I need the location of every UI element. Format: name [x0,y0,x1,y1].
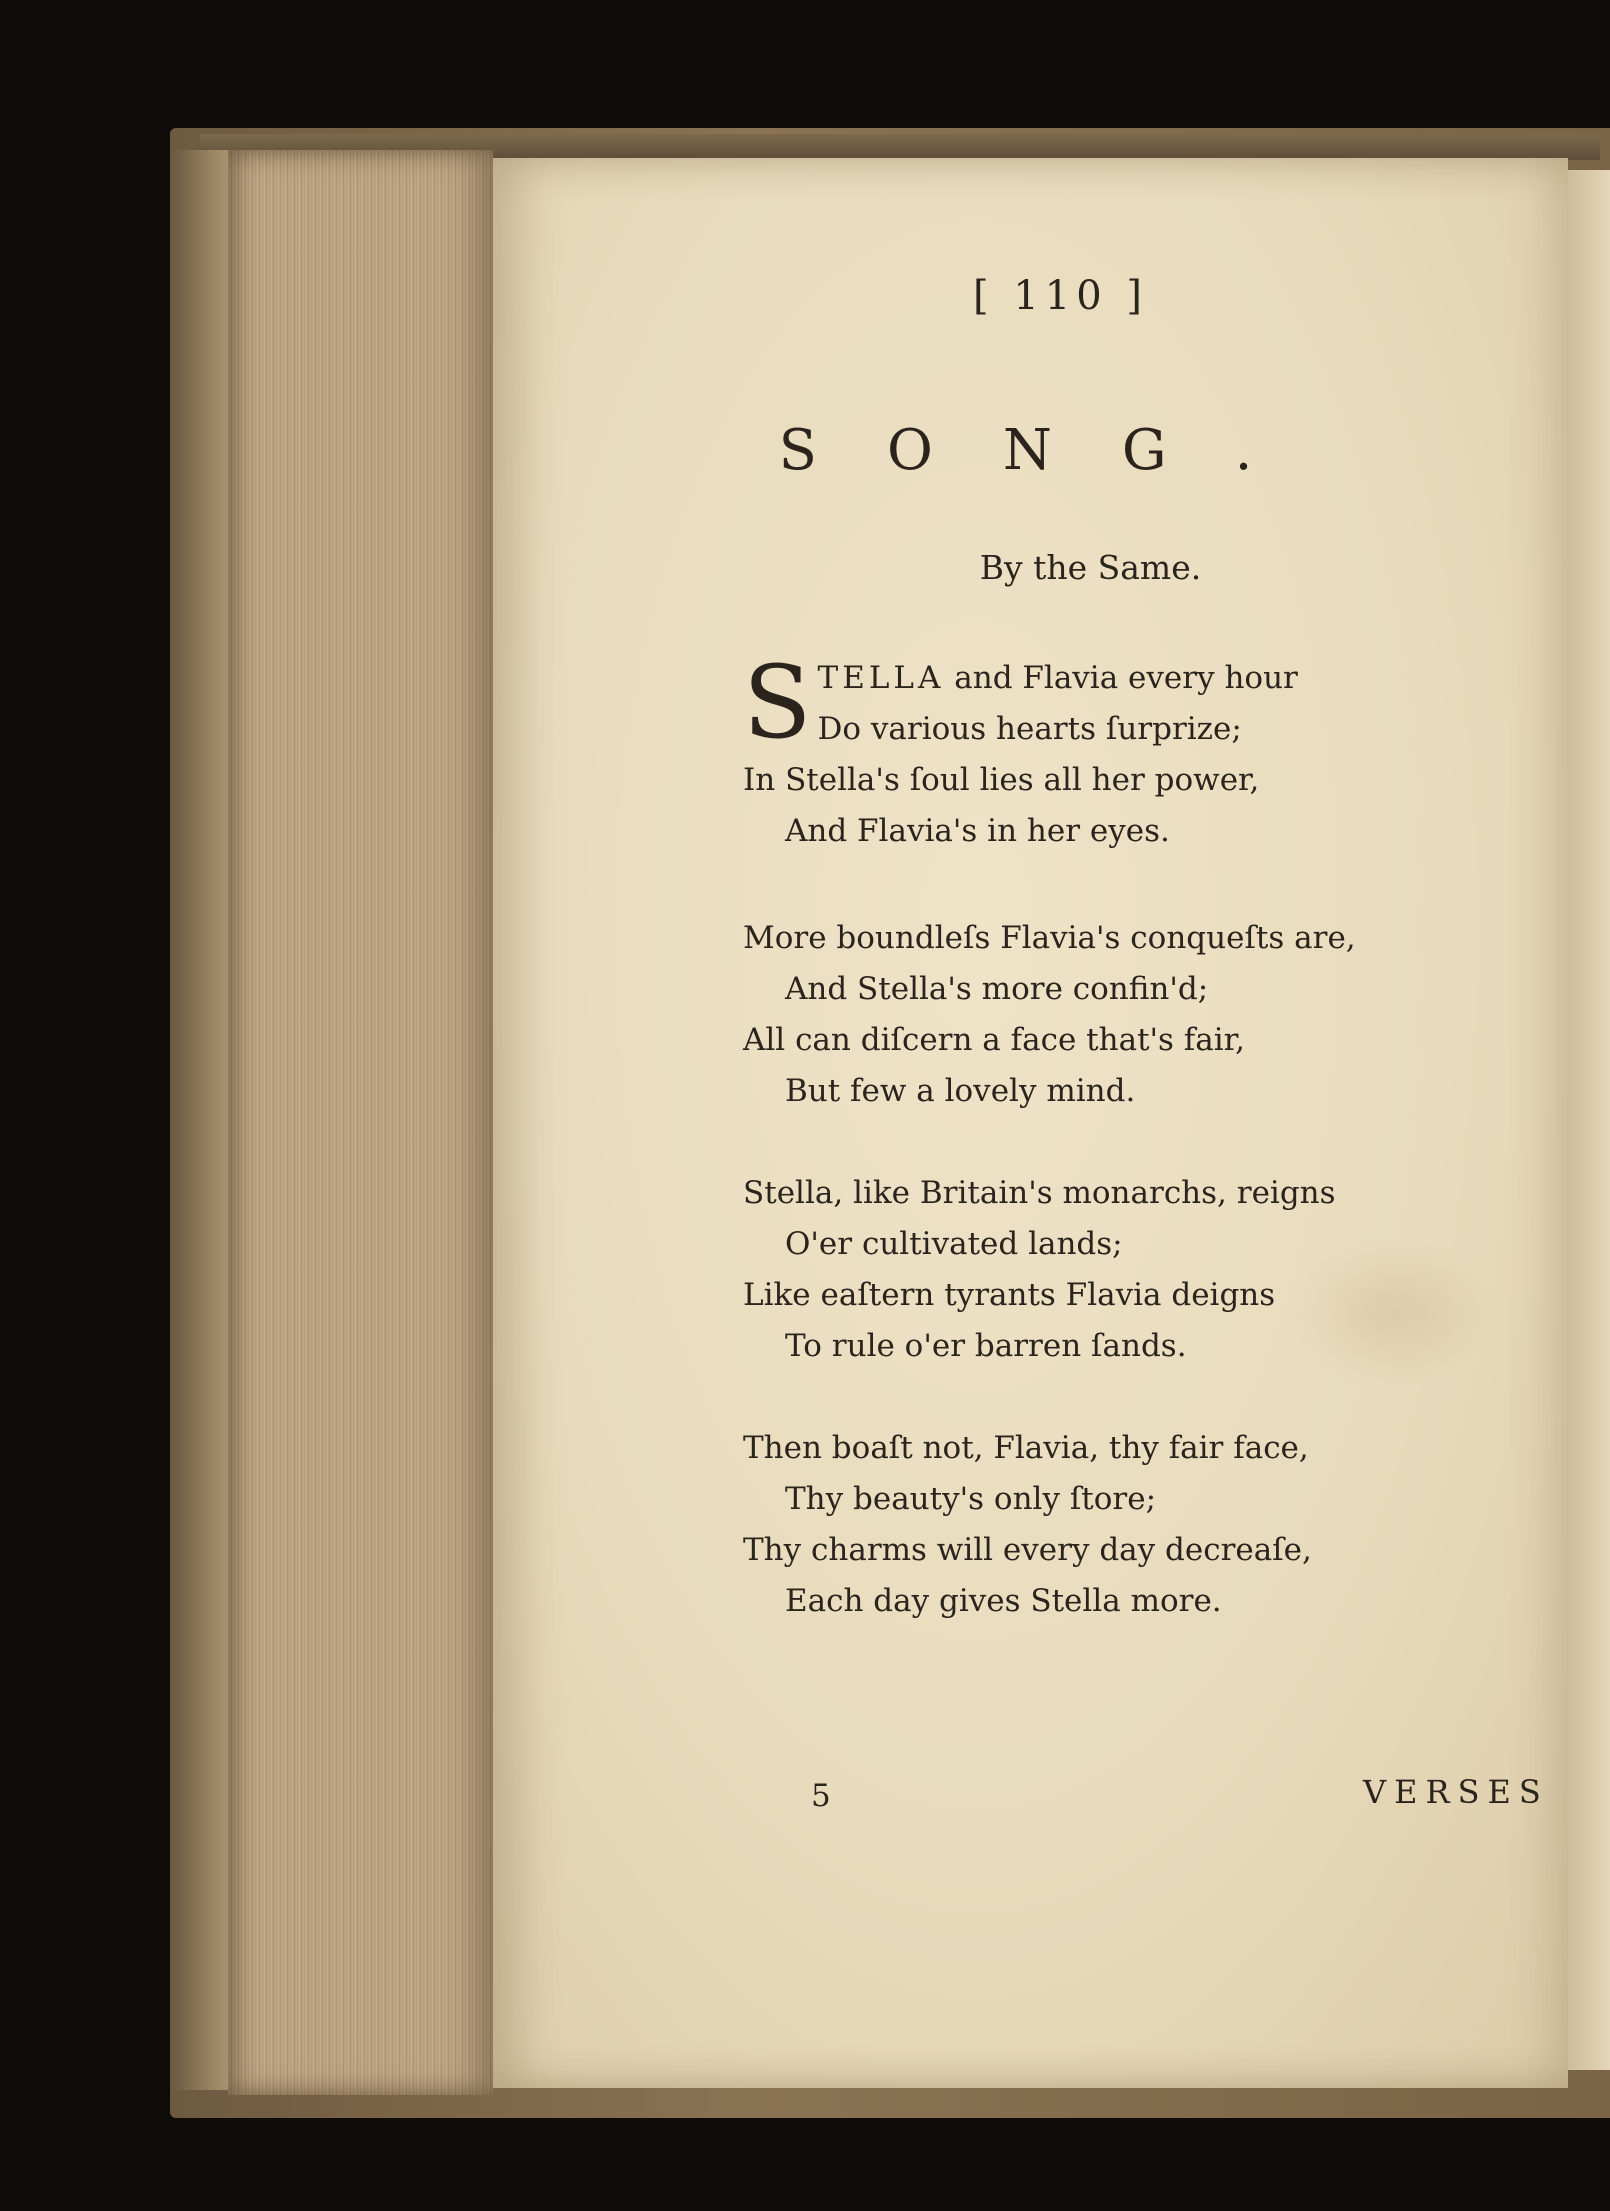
verse-line: Thy beauty's only ſtore; [785,1481,1157,1517]
verse-line: O'er cultivated lands; [785,1226,1123,1262]
verse-line: And Stella's more confin'd; [785,971,1209,1007]
stanza-3 [743,1168,1443,1372]
poem-byline: By the Same. [979,548,1202,587]
verse-line: Each day gives Stella more. [785,1583,1222,1619]
page-text [493,158,1568,2088]
verse-line: All can diſcern a face that's fair, [743,1022,1245,1058]
verse-line: But few a lovely mind. [785,1073,1136,1109]
stanza-4 [743,1423,1443,1627]
verse-line: Thy charms will every day decreaſe, [743,1532,1312,1568]
verse-line: Like eaſtern tyrants Flavia deigns [743,1277,1276,1313]
stanza-2 [743,913,1443,1117]
verse-line-text: and Flavia every hour [944,660,1298,696]
verse-line: Do various hearts ſurprize; [817,711,1242,747]
verse-line: In Stella's ſoul lies all her power, [743,762,1260,798]
page-block-edge [228,150,493,2095]
verse-line: Then boaſt not, Flavia, thy fair face, [743,1430,1309,1466]
catchword: VERSES [1363,1773,1549,1811]
verse-line: More boundleſs Flavia's conqueſts are, [743,920,1356,956]
poem-heading: SONG. [778,418,1323,483]
verse-line: Stella, like Britain's monarchs, reigns [743,1175,1336,1211]
book-page [493,158,1568,2088]
verse-line: And Flavia's in her eyes. [785,813,1170,849]
signature-mark: 5 [811,1778,831,1814]
stanza-1 [743,644,1443,857]
verse-line: To rule o'er barren ſands. [785,1328,1187,1364]
page-number: [ 110 ] [973,273,1148,319]
small-caps-lead: TELLA [817,660,945,696]
drop-capital: S [743,644,812,761]
verse-line [743,653,1443,704]
